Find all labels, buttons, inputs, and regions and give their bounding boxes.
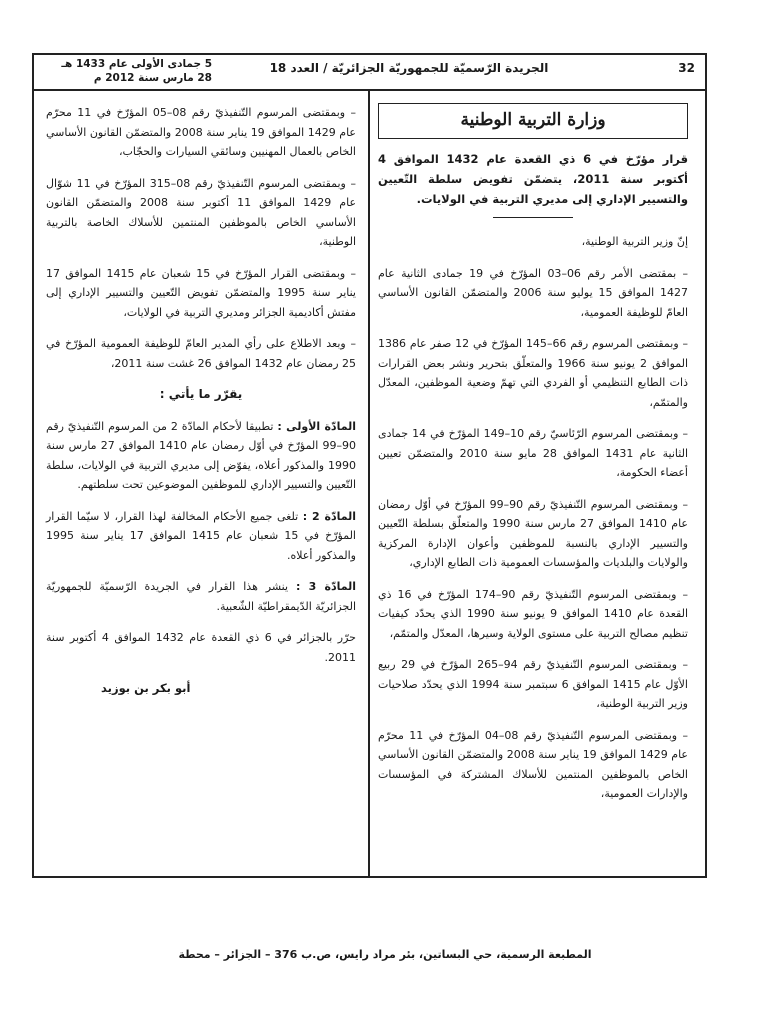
article-text: تلغى جميع الأحكام المخالفة لهذا القرار، لا سيّما القرار المؤرّخ في 15 شعبان عام 1415 الموافق 17 يناير سنة 1995 والمذكور أعلاه. bbox=[46, 509, 356, 562]
article-text: ينشر هذا القرار في الجريدة الرّسميّة للجمهوريّة الجزائريّة الدّيمقراطيّة الشّعبية. bbox=[46, 580, 356, 613]
column-divider bbox=[368, 91, 370, 876]
decision-title: قرار مؤرّخ في 6 ذي القعدة عام 1432 الموافق 4 أكتوبر سنة 2011، يتضمّن تفويض سلطة التّعيين والتسيير الإداري إلى مديري التربية في الولايات. bbox=[378, 152, 688, 206]
intro-line: إنّ وزير التربية الوطنية، bbox=[581, 235, 688, 248]
decides-heading: يقرّر ما يأتي : bbox=[159, 387, 243, 401]
left-column bbox=[46, 103, 356, 711]
preamble-paragraph: – وبمقتضى المرسوم التّنفيذيّ رقم 08–05 المؤرّخ في 11 محرّم عام 1429 الموافق 19 يناير سنة 2008 والمتضمّن القانون الأساسي الخاص بالعمال المهنيين وسائقي السيارات والحجّاب، bbox=[46, 106, 357, 158]
header-title: الجريدة الرّسميّة للجمهوريّة الجزائريّة / العدد 18 bbox=[269, 61, 549, 75]
article-text: تطبيقا لأحكام المادّة 2 من المرسوم التّنفيذيّ رقم 90–99 المؤرّخ في أوّل رمضان عام 1410 الموافق 27 مارس سنة 1990 والمذكور أعلاه، يفوّض إلى مديري التربية في الولايات، سلطة التّعيين والتسيير الإداري للموظفين الموضوعين تحت سلطتهم. bbox=[46, 419, 356, 491]
article-label: المادّة 2 : bbox=[302, 509, 357, 523]
preamble-paragraph: – وبمقتضى القرار المؤرّخ في 15 شعبان عام 1415 الموافق 17 يناير سنة 1995 والمتضمّن تفويض التّعيين والتسيير الإداري إلى مفتش أكاديمية الجزائر ومديري التربية في الولايات، bbox=[46, 266, 356, 319]
article-label: المادّة 3 : bbox=[295, 580, 357, 593]
preamble-paragraph: – وبمقتضى المرسوم رقم 66–145 المؤرّخ في 12 صفر عام 1386 الموافق 2 يونيو سنة 1966 والمتعلّق بتحرير ونشر بعض القرارات ذات الطابع التنظيمي أو الفردي التي تهمّ وضعية الموظفين، المعدّل والمتمّم، bbox=[378, 337, 689, 409]
header-date bbox=[42, 57, 212, 85]
preamble-paragraph: – بمقتضى الأمر رقم 06–03 المؤرّخ في 19 جمادى الثانية عام 1427 الموافق 15 يوليو سنة 2006 والمتضمّن القانون الأساسي العامّ للوظيفة العمومية، bbox=[378, 266, 688, 319]
page-frame bbox=[32, 53, 707, 878]
page-header bbox=[34, 55, 705, 91]
page-footer: المطبعة الرسمية، حي البساتين، بئر مراد رايس، ص.ب 376 – الجزائر – محطة bbox=[178, 948, 592, 961]
preamble-paragraph: – وبمقتضى المرسوم التّنفيذيّ رقم 94–265 المؤرّخ في 29 ربيع الأوّل عام 1415 الموافق 6 سبتمبر سنة 1994 الذي يحدّد صلاحيات وزير التربية الوطنية، bbox=[378, 658, 689, 710]
closing-line: حرّر بالجزائر في 6 ذي القعدة عام 1432 الموافق 4 أكتوبر سنة 2011. bbox=[46, 631, 356, 664]
preamble-paragraph: – وبمقتضى المرسوم التّنفيذيّ رقم 90–174 المؤرّخ في 16 ذي القعدة عام 1410 الموافق 9 يونيو سنة 1990 الذي يحدّد كيفيات تنظيم مصالح التربية على مستوى الولاية وسيرها، المعدّل والمتمّم، bbox=[378, 587, 689, 640]
preamble-paragraph: – وبعد الاطلاع على رأي المدير العامّ للوظيفة العمومية المؤرّخ في 25 رمضان عام 1432 الموافق 26 غشت سنة 2011، bbox=[46, 337, 356, 370]
signature: أبو بكر بن بوزيد bbox=[101, 681, 191, 695]
right-column bbox=[378, 103, 688, 816]
article-label: المادّة الأولى : bbox=[277, 419, 356, 433]
preamble-paragraph: – وبمقتضى المرسوم التّنفيذيّ رقم 90–99 المؤرّخ في أوّل رمضان عام 1410 الموافق 27 مارس سنة 1990 والمتعلّق بسلطة التّعيين والتسيير الإداري بالنسبة للموظفين وأعوان الإدارة المركزية والولايات والبلديات والمؤسسات العمومية ذات الطابع الإداري، bbox=[378, 497, 689, 569]
preamble-paragraph: – وبمقتضى المرسوم الرّئاسيّ رقم 10–149 المؤرّخ في 14 جمادى الثانية عام 1431 الموافق 28 مايو سنة 2010 والمتضمّن تعيين أعضاء الحكومة، bbox=[378, 427, 689, 479]
header-date-gregorian: 28 مارس سنة 2012 م bbox=[93, 72, 212, 84]
title-separator bbox=[493, 217, 573, 218]
header-date-hijri: 5 جمادى الأولى عام 1433 هـ bbox=[61, 58, 212, 70]
article-2 bbox=[46, 507, 356, 566]
ministry-title: وزارة التربية الوطنية bbox=[378, 103, 688, 139]
article-3 bbox=[46, 577, 356, 616]
preamble-paragraph: – وبمقتضى المرسوم التّنفيذيّ رقم 08–315 المؤرّخ في 11 شوّال عام 1429 الموافق 11 أكتوبر سنة 2008 والمتضمّن القانون الأساسي الخاص بالموظفين المنتمين للأسلاك الخاصة بالتربية الوطنية، bbox=[46, 176, 357, 248]
page-number: 32 bbox=[678, 61, 695, 75]
preamble-paragraph: – وبمقتضى المرسوم التّنفيذيّ رقم 08–04 المؤرّخ في 11 محرّم عام 1429 الموافق 19 يناير سنة 2008 والمتضمّن القانون الأساسي الخاص بالموظفين المنتمين للأسلاك المشتركة في المؤسسات والإدارات العمومية، bbox=[378, 728, 689, 800]
article-1 bbox=[46, 417, 356, 495]
